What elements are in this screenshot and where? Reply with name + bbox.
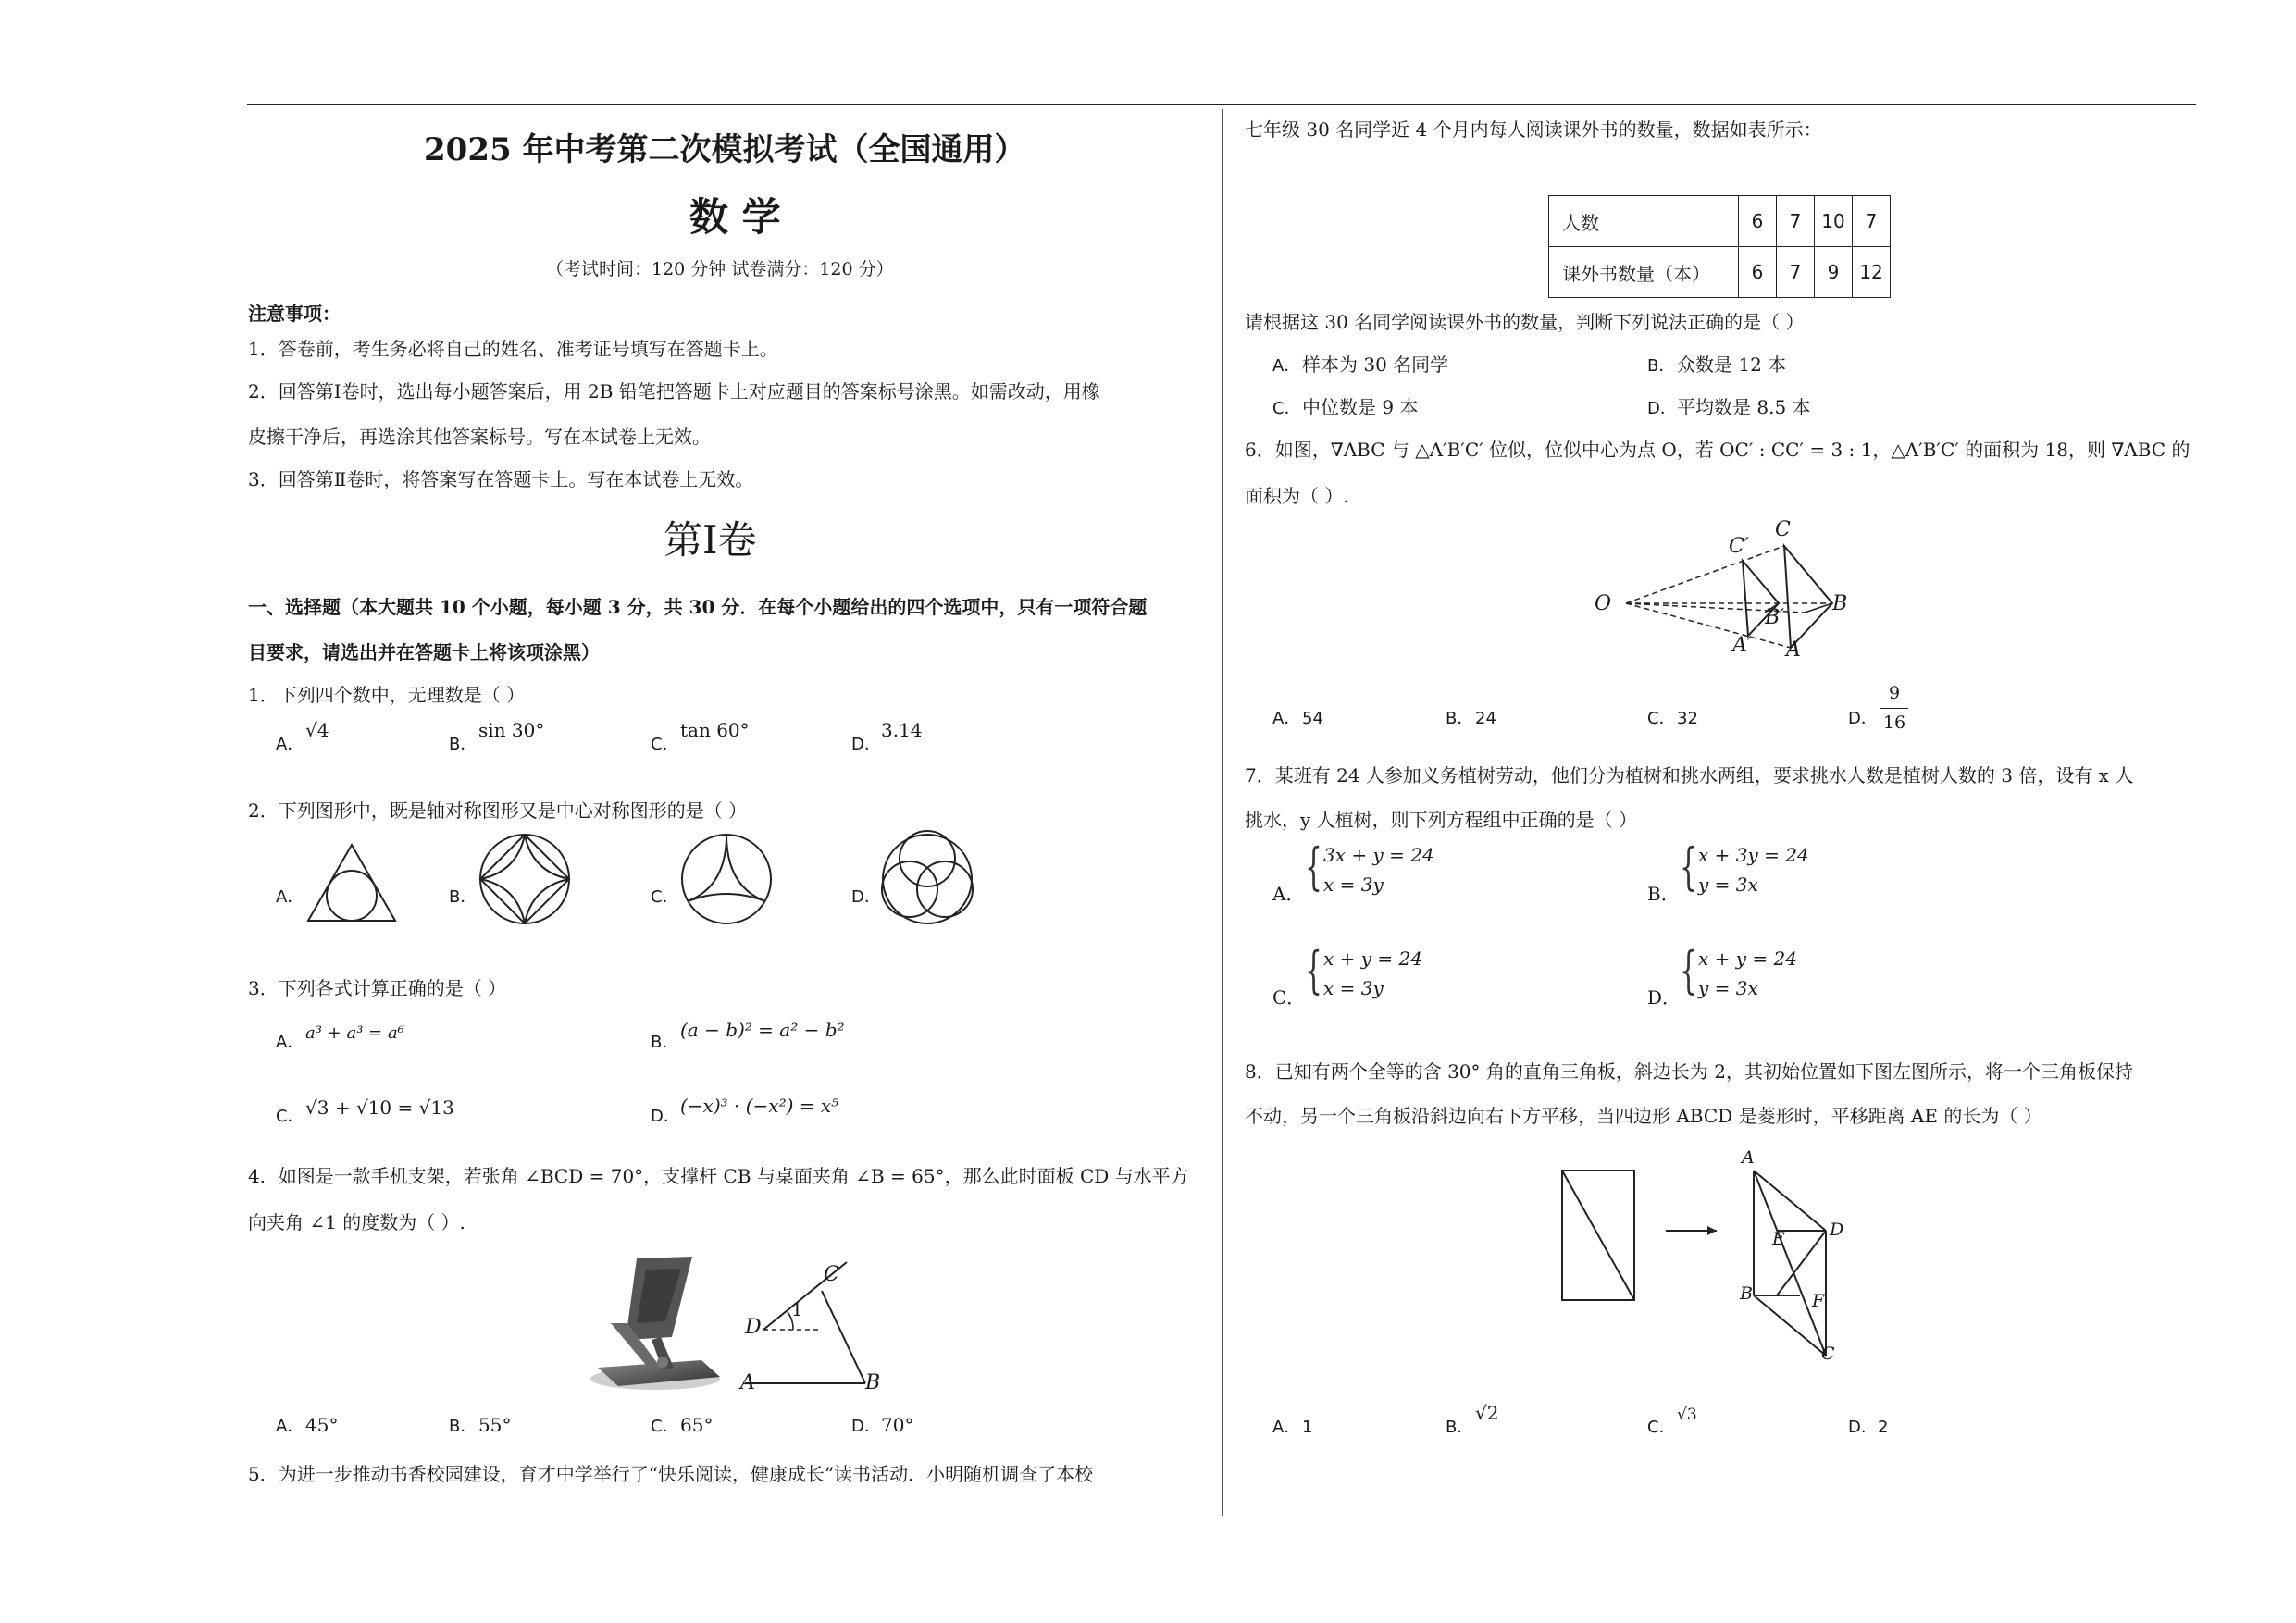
table-cell: 10 — [1815, 196, 1853, 247]
q7-option-a-system: { 3x + y = 24 x = 3y — [1305, 837, 1434, 896]
table-cell: 7 — [1777, 196, 1815, 247]
q2-stem: 2．下列图形中，既是轴对称图形又是中心对称图形的是（ ） — [248, 799, 748, 822]
q8-stem-b: 不动，另一个三角板沿斜边向右下方平移，当四边形 ABCD 是菱形时，平移距离 AE 的长为（ ） — [1245, 1105, 2042, 1127]
table-cell: 7 — [1853, 196, 1891, 247]
q4-label-b: B — [865, 1371, 881, 1394]
q4-option-c: C．65° — [651, 1414, 714, 1436]
q6-stem-a: 6．如图，∇ABC 与 △A′B′C′ 位似，位似中心为点 O，若 OC′ : CC′ = 3 : 1，△A′B′C′ 的面积为 18，则 ∇ABC 的 — [1245, 439, 2191, 461]
note-1: 1．答卷前，考生务必将自己的姓名、准考证号填写在答题卡上。 — [248, 338, 778, 360]
exam-meta: （考试时间：120 分钟 试卷满分：120 分） — [546, 259, 894, 279]
q4-stem-a: 4．如图是一款手机支架，若张角 ∠BCD = 70°，支撑杆 CB 与桌面夹角 ∠B = 65°，那么此时面板 CD 与水平方 — [248, 1165, 1189, 1187]
q7-stem-b: 挑水，y 人植树，则下列方程组中正确的是（ ） — [1245, 809, 1638, 831]
q2-option-d: D． — [851, 887, 881, 907]
q6-stem-b: 面积为（ ）. — [1245, 485, 1349, 507]
q4-option-d: D．70° — [851, 1414, 914, 1436]
table-cell: 9 — [1815, 247, 1853, 298]
q4-option-a: A．45° — [276, 1414, 339, 1436]
q1-stem: 1．下列四个数中，无理数是（ ） — [248, 684, 526, 706]
q2-option-c: C． — [651, 887, 679, 907]
q2-option-b: B． — [449, 887, 478, 907]
q4-option-b: B．55° — [449, 1414, 512, 1436]
q7-option-d-system: { x + y = 24 y = 3x — [1680, 941, 1797, 999]
table-cell: 课外书数量（本） — [1549, 247, 1739, 298]
q6-option-a: A．54 — [1272, 709, 1323, 728]
table-cell: 6 — [1739, 196, 1777, 247]
q8-option-d: D．2 — [1848, 1418, 1889, 1437]
table-cell: 人数 — [1549, 196, 1739, 247]
volume-title: 第Ⅰ卷 — [664, 517, 757, 563]
q1-option-a: A．√4 — [276, 719, 329, 754]
q3-option-a: A．a³ + a³ = a⁶ — [276, 1023, 404, 1052]
q6-option-d-denominator: 16 — [1882, 712, 1906, 733]
q3-stem: 3．下列各式计算正确的是（ ） — [248, 977, 507, 999]
q8-stem-a: 8．已知有两个全等的含 30° 角的直角三角板，斜边长为 2，其初始位置如下图左图所示，将一个三角板保持 — [1245, 1060, 2133, 1083]
q8-option-c: C．$^{√3}$ — [1647, 1406, 1697, 1437]
table-cell: 12 — [1853, 247, 1891, 298]
section-heading-1: 一、选择题（本大题共 10 个小题，每小题 3 分，共 30 分．在每个小题给出的四个选项中，只有一项符合题 — [248, 596, 1148, 618]
q5-option-d: D．平均数是 8.5 本 — [1647, 396, 1811, 418]
q8-triangles-figure — [1555, 1161, 1925, 1369]
q2-figure-b-circle-square — [477, 831, 573, 927]
q7-option-b-letter: B． — [1647, 883, 1680, 905]
q8-label-b: B — [1740, 1283, 1753, 1304]
q7-option-c-letter: C． — [1272, 986, 1306, 1009]
q8-label-c: C — [1821, 1344, 1835, 1364]
q2-figure-a-triangle-incircle — [305, 842, 398, 925]
q5-stem-b: 七年级 30 名同学近 4 个月内每人阅读课外书的数量，数据如表所示： — [1245, 118, 1822, 141]
exam-title: 2025 年中考第二次模拟考试（全国通用） — [424, 131, 1026, 168]
q3-option-b: B．(a − b)² = a² − b² — [651, 1019, 845, 1052]
q6-label-b: B — [1832, 592, 1848, 615]
note-2a: 2．回答第Ⅰ卷时，选出每小题答案后，用 2B 铅笔把答题卡上对应题目的答案标号涂黑。如需改动，用橡 — [248, 380, 1100, 403]
notes-heading: 注意事项： — [248, 303, 341, 325]
q6-label-c-prime: C′ — [1729, 535, 1749, 558]
q6-option-d-numerator: 9 — [1888, 683, 1901, 703]
q6-option-b: B．24 — [1446, 709, 1496, 728]
note-2b: 皮擦干净后，再选涂其他答案标号。写在本试卷上无效。 — [248, 426, 711, 448]
q6-option-d: D． — [1848, 709, 1878, 728]
q6-label-b-prime: B′ — [1765, 606, 1785, 629]
column-divider — [1222, 109, 1223, 1516]
table-cell: 7 — [1777, 247, 1815, 298]
q6-label-a-prime: A′ — [1732, 634, 1752, 657]
q4-phone-stand-image — [572, 1249, 725, 1397]
subject-title: 数 学 — [689, 194, 781, 240]
table-row — [1549, 247, 1891, 298]
q8-label-e: E — [1772, 1229, 1785, 1249]
q7-stem-a: 7．某班有 24 人参加义务植树劳动，他们分为植树和挑水两组，要求挑水人数是植树人数的 3 倍，设有 x 人 — [1245, 764, 2134, 787]
q4-label-a: A — [740, 1371, 755, 1394]
fraction-bar — [1880, 708, 1908, 709]
q1-option-d: D．3.14 — [851, 719, 923, 754]
section-heading-2: 目要求，请选出并在答题卡上将该项涂黑） — [248, 641, 600, 663]
q6-label-a: A — [1786, 638, 1801, 662]
q5-data-table — [1548, 195, 1891, 298]
q3-option-c: C．√3 + √10 = √13 — [276, 1096, 454, 1126]
q5-option-c: C．中位数是 9 本 — [1272, 396, 1419, 418]
q1-option-b: B．sin 30° — [449, 719, 545, 754]
q8-label-a: A — [1742, 1147, 1755, 1168]
q8-option-a: A．1 — [1272, 1418, 1313, 1437]
q7-option-c-system: { x + y = 24 x = 3y — [1305, 941, 1422, 999]
q4-label-angle-1: 1 — [791, 1298, 803, 1320]
q5-question: 请根据这 30 名同学阅读课外书的数量，判断下列说法正确的是（ ） — [1245, 311, 1805, 333]
note-3: 3．回答第Ⅱ卷时，将答案写在答题卡上。写在本试卷上无效。 — [248, 468, 754, 490]
q8-label-d: D — [1830, 1220, 1844, 1240]
top-rule — [247, 104, 2196, 105]
q4-label-d: D — [745, 1316, 762, 1339]
q7-option-b-system: { x + 3y = 24 y = 3x — [1680, 837, 1809, 896]
q2-option-a: A． — [276, 887, 304, 907]
q8-option-b: B．√2 — [1446, 1402, 1499, 1437]
q4-label-c: C — [824, 1263, 839, 1286]
q5-stem-a: 5．为进一步推动书香校园建设，育才中学举行了“快乐阅读，健康成长”读书活动．小明随机调查了本校 — [248, 1463, 1094, 1485]
q6-option-c: C．32 — [1647, 709, 1698, 728]
q3-option-d: D．(−x)³ · (−x²) = x⁵ — [651, 1095, 839, 1126]
q7-option-d-letter: D． — [1647, 986, 1682, 1009]
q4-stem-b: 向夹角 ∠1 的度数为（ ）. — [248, 1211, 465, 1233]
q2-figure-c-circle-curved-triangle — [678, 831, 775, 927]
table-cell: 6 — [1739, 247, 1777, 298]
q6-label-c: C — [1775, 518, 1791, 541]
q1-option-c: C．tan 60° — [651, 719, 750, 754]
q6-label-o: O — [1595, 592, 1612, 615]
q7-option-a-letter: A． — [1272, 883, 1305, 905]
q5-option-a: A．样本为 30 名同学 — [1272, 353, 1449, 376]
q8-label-f: F — [1812, 1291, 1825, 1311]
q5-option-b: B．众数是 12 本 — [1647, 353, 1787, 376]
table-row — [1549, 196, 1891, 247]
q2-figure-d-circle-petals — [879, 831, 975, 927]
